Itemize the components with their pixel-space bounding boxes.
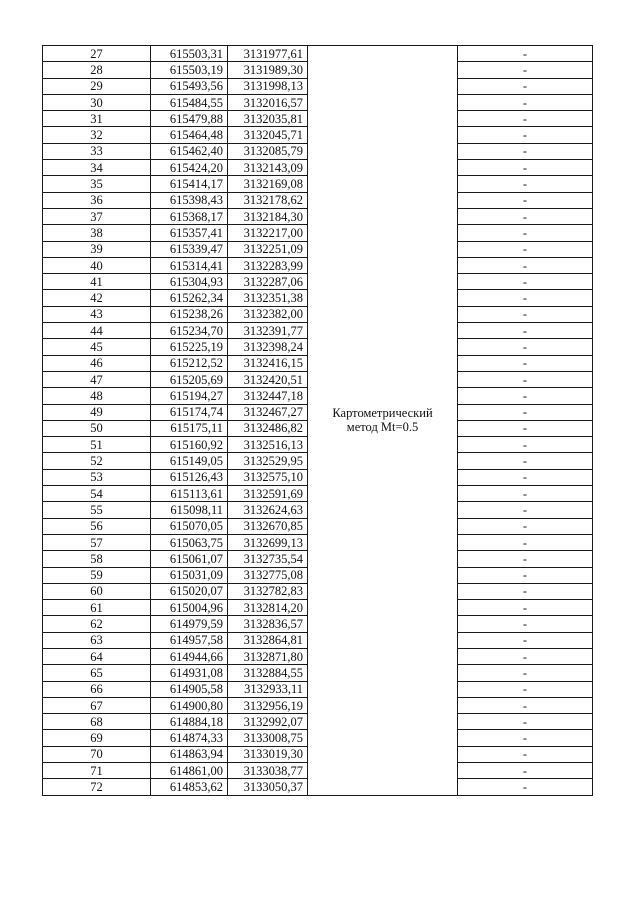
y-coordinate-cell: 3132529,95 xyxy=(228,453,308,469)
error-cell: - xyxy=(458,62,593,78)
x-coordinate-cell: 615462,40 xyxy=(151,143,228,159)
y-coordinate-cell: 3132035,81 xyxy=(228,111,308,127)
x-coordinate-cell: 615175,11 xyxy=(151,420,228,436)
method-label-line2: метод Mt=0.5 xyxy=(346,420,419,435)
point-number-cell: 29 xyxy=(43,78,151,94)
y-coordinate-cell: 3132391,77 xyxy=(228,323,308,339)
point-number-cell: 40 xyxy=(43,257,151,273)
error-cell: - xyxy=(458,469,593,485)
point-number-cell: 57 xyxy=(43,534,151,550)
error-cell: - xyxy=(458,111,593,127)
error-cell: - xyxy=(458,225,593,241)
point-number-cell: 35 xyxy=(43,176,151,192)
y-coordinate-cell: 3132864,81 xyxy=(228,632,308,648)
x-coordinate-cell: 615070,05 xyxy=(151,518,228,534)
error-cell: - xyxy=(458,763,593,779)
y-coordinate-cell: 3132699,13 xyxy=(228,534,308,550)
y-coordinate-cell: 3132486,82 xyxy=(228,420,308,436)
y-coordinate-cell: 3132591,69 xyxy=(228,486,308,502)
x-coordinate-cell: 615368,17 xyxy=(151,208,228,224)
y-coordinate-cell: 3132516,13 xyxy=(228,437,308,453)
point-number-cell: 32 xyxy=(43,127,151,143)
y-coordinate-cell: 3132992,07 xyxy=(228,714,308,730)
point-number-cell: 67 xyxy=(43,697,151,713)
error-cell: - xyxy=(458,94,593,110)
point-number-cell: 42 xyxy=(43,290,151,306)
x-coordinate-cell: 615225,19 xyxy=(151,339,228,355)
x-coordinate-cell: 614853,62 xyxy=(151,779,228,795)
point-number-cell: 62 xyxy=(43,616,151,632)
point-number-cell: 31 xyxy=(43,111,151,127)
y-coordinate-cell: 3132398,24 xyxy=(228,339,308,355)
y-coordinate-cell: 3132217,00 xyxy=(228,225,308,241)
y-coordinate-cell: 3132045,71 xyxy=(228,127,308,143)
error-cell: - xyxy=(458,583,593,599)
point-number-cell: 33 xyxy=(43,143,151,159)
x-coordinate-cell: 615212,52 xyxy=(151,355,228,371)
y-coordinate-cell: 3132143,09 xyxy=(228,160,308,176)
y-coordinate-cell: 3132782,83 xyxy=(228,583,308,599)
point-number-cell: 60 xyxy=(43,583,151,599)
x-coordinate-cell: 614931,08 xyxy=(151,665,228,681)
y-coordinate-cell: 3132178,62 xyxy=(228,192,308,208)
point-number-cell: 36 xyxy=(43,192,151,208)
point-number-cell: 71 xyxy=(43,763,151,779)
point-number-cell: 45 xyxy=(43,339,151,355)
point-number-cell: 47 xyxy=(43,371,151,387)
point-number-cell: 70 xyxy=(43,746,151,762)
x-coordinate-cell: 615398,43 xyxy=(151,192,228,208)
error-cell: - xyxy=(458,567,593,583)
point-number-cell: 44 xyxy=(43,323,151,339)
x-coordinate-cell: 614861,00 xyxy=(151,763,228,779)
y-coordinate-cell: 3132351,38 xyxy=(228,290,308,306)
x-coordinate-cell: 615194,27 xyxy=(151,388,228,404)
y-coordinate-cell: 3132814,20 xyxy=(228,600,308,616)
y-coordinate-cell: 3132447,18 xyxy=(228,388,308,404)
y-coordinate-cell: 3132169,08 xyxy=(228,176,308,192)
y-coordinate-cell: 3132016,57 xyxy=(228,94,308,110)
y-coordinate-cell: 3132420,51 xyxy=(228,371,308,387)
point-number-cell: 65 xyxy=(43,665,151,681)
y-coordinate-cell: 3132624,63 xyxy=(228,502,308,518)
point-number-cell: 63 xyxy=(43,632,151,648)
y-coordinate-cell: 3131998,13 xyxy=(228,78,308,94)
y-coordinate-cell: 3132287,06 xyxy=(228,274,308,290)
point-number-cell: 56 xyxy=(43,518,151,534)
y-coordinate-cell: 3131989,30 xyxy=(228,62,308,78)
point-number-cell: 64 xyxy=(43,648,151,664)
x-coordinate-cell: 614884,18 xyxy=(151,714,228,730)
error-cell: - xyxy=(458,551,593,567)
x-coordinate-cell: 615424,20 xyxy=(151,160,228,176)
point-number-cell: 66 xyxy=(43,681,151,697)
point-number-cell: 43 xyxy=(43,306,151,322)
point-number-cell: 69 xyxy=(43,730,151,746)
point-number-cell: 72 xyxy=(43,779,151,795)
point-number-cell: 37 xyxy=(43,208,151,224)
y-coordinate-cell: 3133019,30 xyxy=(228,746,308,762)
error-cell: - xyxy=(458,274,593,290)
x-coordinate-cell: 615314,41 xyxy=(151,257,228,273)
y-coordinate-cell: 3132575,10 xyxy=(228,469,308,485)
x-coordinate-cell: 615061,07 xyxy=(151,551,228,567)
x-coordinate-cell: 615503,19 xyxy=(151,62,228,78)
x-coordinate-cell: 614863,94 xyxy=(151,746,228,762)
y-coordinate-cell: 3133008,75 xyxy=(228,730,308,746)
table-row xyxy=(43,46,593,62)
x-coordinate-cell: 615339,47 xyxy=(151,241,228,257)
error-cell: - xyxy=(458,143,593,159)
x-coordinate-cell: 615234,70 xyxy=(151,323,228,339)
error-cell: - xyxy=(458,404,593,420)
x-coordinate-cell: 614957,58 xyxy=(151,632,228,648)
point-number-cell: 58 xyxy=(43,551,151,567)
error-cell: - xyxy=(458,192,593,208)
error-cell: - xyxy=(458,257,593,273)
error-cell: - xyxy=(458,779,593,795)
error-cell: - xyxy=(458,616,593,632)
error-cell: - xyxy=(458,46,593,62)
point-number-cell: 52 xyxy=(43,453,151,469)
error-cell: - xyxy=(458,486,593,502)
y-coordinate-cell: 3132467,27 xyxy=(228,404,308,420)
method-label-line1: Картометрический xyxy=(332,406,433,421)
error-cell: - xyxy=(458,323,593,339)
x-coordinate-cell: 615484,55 xyxy=(151,94,228,110)
x-coordinate-cell: 615464,48 xyxy=(151,127,228,143)
y-coordinate-cell: 3132871,80 xyxy=(228,648,308,664)
error-cell: - xyxy=(458,78,593,94)
x-coordinate-cell: 615031,09 xyxy=(151,567,228,583)
coordinates-table-body xyxy=(43,46,593,796)
x-coordinate-cell: 615174,74 xyxy=(151,404,228,420)
error-cell: - xyxy=(458,290,593,306)
y-coordinate-cell: 3132884,55 xyxy=(228,665,308,681)
y-coordinate-cell: 3132933,11 xyxy=(228,681,308,697)
y-coordinate-cell: 3132735,54 xyxy=(228,551,308,567)
x-coordinate-cell: 615493,56 xyxy=(151,78,228,94)
y-coordinate-cell: 3132956,19 xyxy=(228,697,308,713)
x-coordinate-cell: 615479,88 xyxy=(151,111,228,127)
error-cell: - xyxy=(458,388,593,404)
error-cell: - xyxy=(458,632,593,648)
error-cell: - xyxy=(458,437,593,453)
x-coordinate-cell: 614944,66 xyxy=(151,648,228,664)
x-coordinate-cell: 615113,61 xyxy=(151,486,228,502)
x-coordinate-cell: 615205,69 xyxy=(151,371,228,387)
error-cell: - xyxy=(458,176,593,192)
y-coordinate-cell: 3132283,99 xyxy=(228,257,308,273)
error-cell: - xyxy=(458,339,593,355)
point-number-cell: 68 xyxy=(43,714,151,730)
error-cell: - xyxy=(458,746,593,762)
point-number-cell: 41 xyxy=(43,274,151,290)
x-coordinate-cell: 614905,58 xyxy=(151,681,228,697)
x-coordinate-cell: 615098,11 xyxy=(151,502,228,518)
x-coordinate-cell: 615262,34 xyxy=(151,290,228,306)
point-number-cell: 46 xyxy=(43,355,151,371)
error-cell: - xyxy=(458,665,593,681)
error-cell: - xyxy=(458,534,593,550)
point-number-cell: 39 xyxy=(43,241,151,257)
x-coordinate-cell: 615020,07 xyxy=(151,583,228,599)
point-number-cell: 38 xyxy=(43,225,151,241)
point-number-cell: 55 xyxy=(43,502,151,518)
point-number-cell: 27 xyxy=(43,46,151,62)
y-coordinate-cell: 3132836,57 xyxy=(228,616,308,632)
point-number-cell: 51 xyxy=(43,437,151,453)
point-number-cell: 61 xyxy=(43,600,151,616)
coordinates-table xyxy=(42,45,593,796)
point-number-cell: 59 xyxy=(43,567,151,583)
method-cell xyxy=(308,46,458,796)
error-cell: - xyxy=(458,306,593,322)
error-cell: - xyxy=(458,371,593,387)
y-coordinate-cell: 3133038,77 xyxy=(228,763,308,779)
error-cell: - xyxy=(458,160,593,176)
y-coordinate-cell: 3132085,79 xyxy=(228,143,308,159)
error-cell: - xyxy=(458,241,593,257)
point-number-cell: 54 xyxy=(43,486,151,502)
y-coordinate-cell: 3132416,15 xyxy=(228,355,308,371)
error-cell: - xyxy=(458,600,593,616)
x-coordinate-cell: 615503,31 xyxy=(151,46,228,62)
error-cell: - xyxy=(458,730,593,746)
error-cell: - xyxy=(458,355,593,371)
x-coordinate-cell: 614979,59 xyxy=(151,616,228,632)
error-cell: - xyxy=(458,648,593,664)
x-coordinate-cell: 615149,05 xyxy=(151,453,228,469)
x-coordinate-cell: 615414,17 xyxy=(151,176,228,192)
x-coordinate-cell: 615063,75 xyxy=(151,534,228,550)
y-coordinate-cell: 3132775,08 xyxy=(228,567,308,583)
error-cell: - xyxy=(458,127,593,143)
y-coordinate-cell: 3131977,61 xyxy=(228,46,308,62)
x-coordinate-cell: 615357,41 xyxy=(151,225,228,241)
y-coordinate-cell: 3132670,85 xyxy=(228,518,308,534)
point-number-cell: 49 xyxy=(43,404,151,420)
error-cell: - xyxy=(458,208,593,224)
x-coordinate-cell: 615160,92 xyxy=(151,437,228,453)
y-coordinate-cell: 3132382,00 xyxy=(228,306,308,322)
x-coordinate-cell: 615304,93 xyxy=(151,274,228,290)
y-coordinate-cell: 3133050,37 xyxy=(228,779,308,795)
x-coordinate-cell: 615238,26 xyxy=(151,306,228,322)
point-number-cell: 48 xyxy=(43,388,151,404)
error-cell: - xyxy=(458,697,593,713)
error-cell: - xyxy=(458,453,593,469)
point-number-cell: 28 xyxy=(43,62,151,78)
error-cell: - xyxy=(458,714,593,730)
y-coordinate-cell: 3132184,30 xyxy=(228,208,308,224)
error-cell: - xyxy=(458,518,593,534)
y-coordinate-cell: 3132251,09 xyxy=(228,241,308,257)
x-coordinate-cell: 615126,43 xyxy=(151,469,228,485)
error-cell: - xyxy=(458,420,593,436)
point-number-cell: 50 xyxy=(43,420,151,436)
error-cell: - xyxy=(458,502,593,518)
point-number-cell: 30 xyxy=(43,94,151,110)
x-coordinate-cell: 615004,96 xyxy=(151,600,228,616)
point-number-cell: 53 xyxy=(43,469,151,485)
x-coordinate-cell: 614900,80 xyxy=(151,697,228,713)
x-coordinate-cell: 614874,33 xyxy=(151,730,228,746)
error-cell: - xyxy=(458,681,593,697)
point-number-cell: 34 xyxy=(43,160,151,176)
